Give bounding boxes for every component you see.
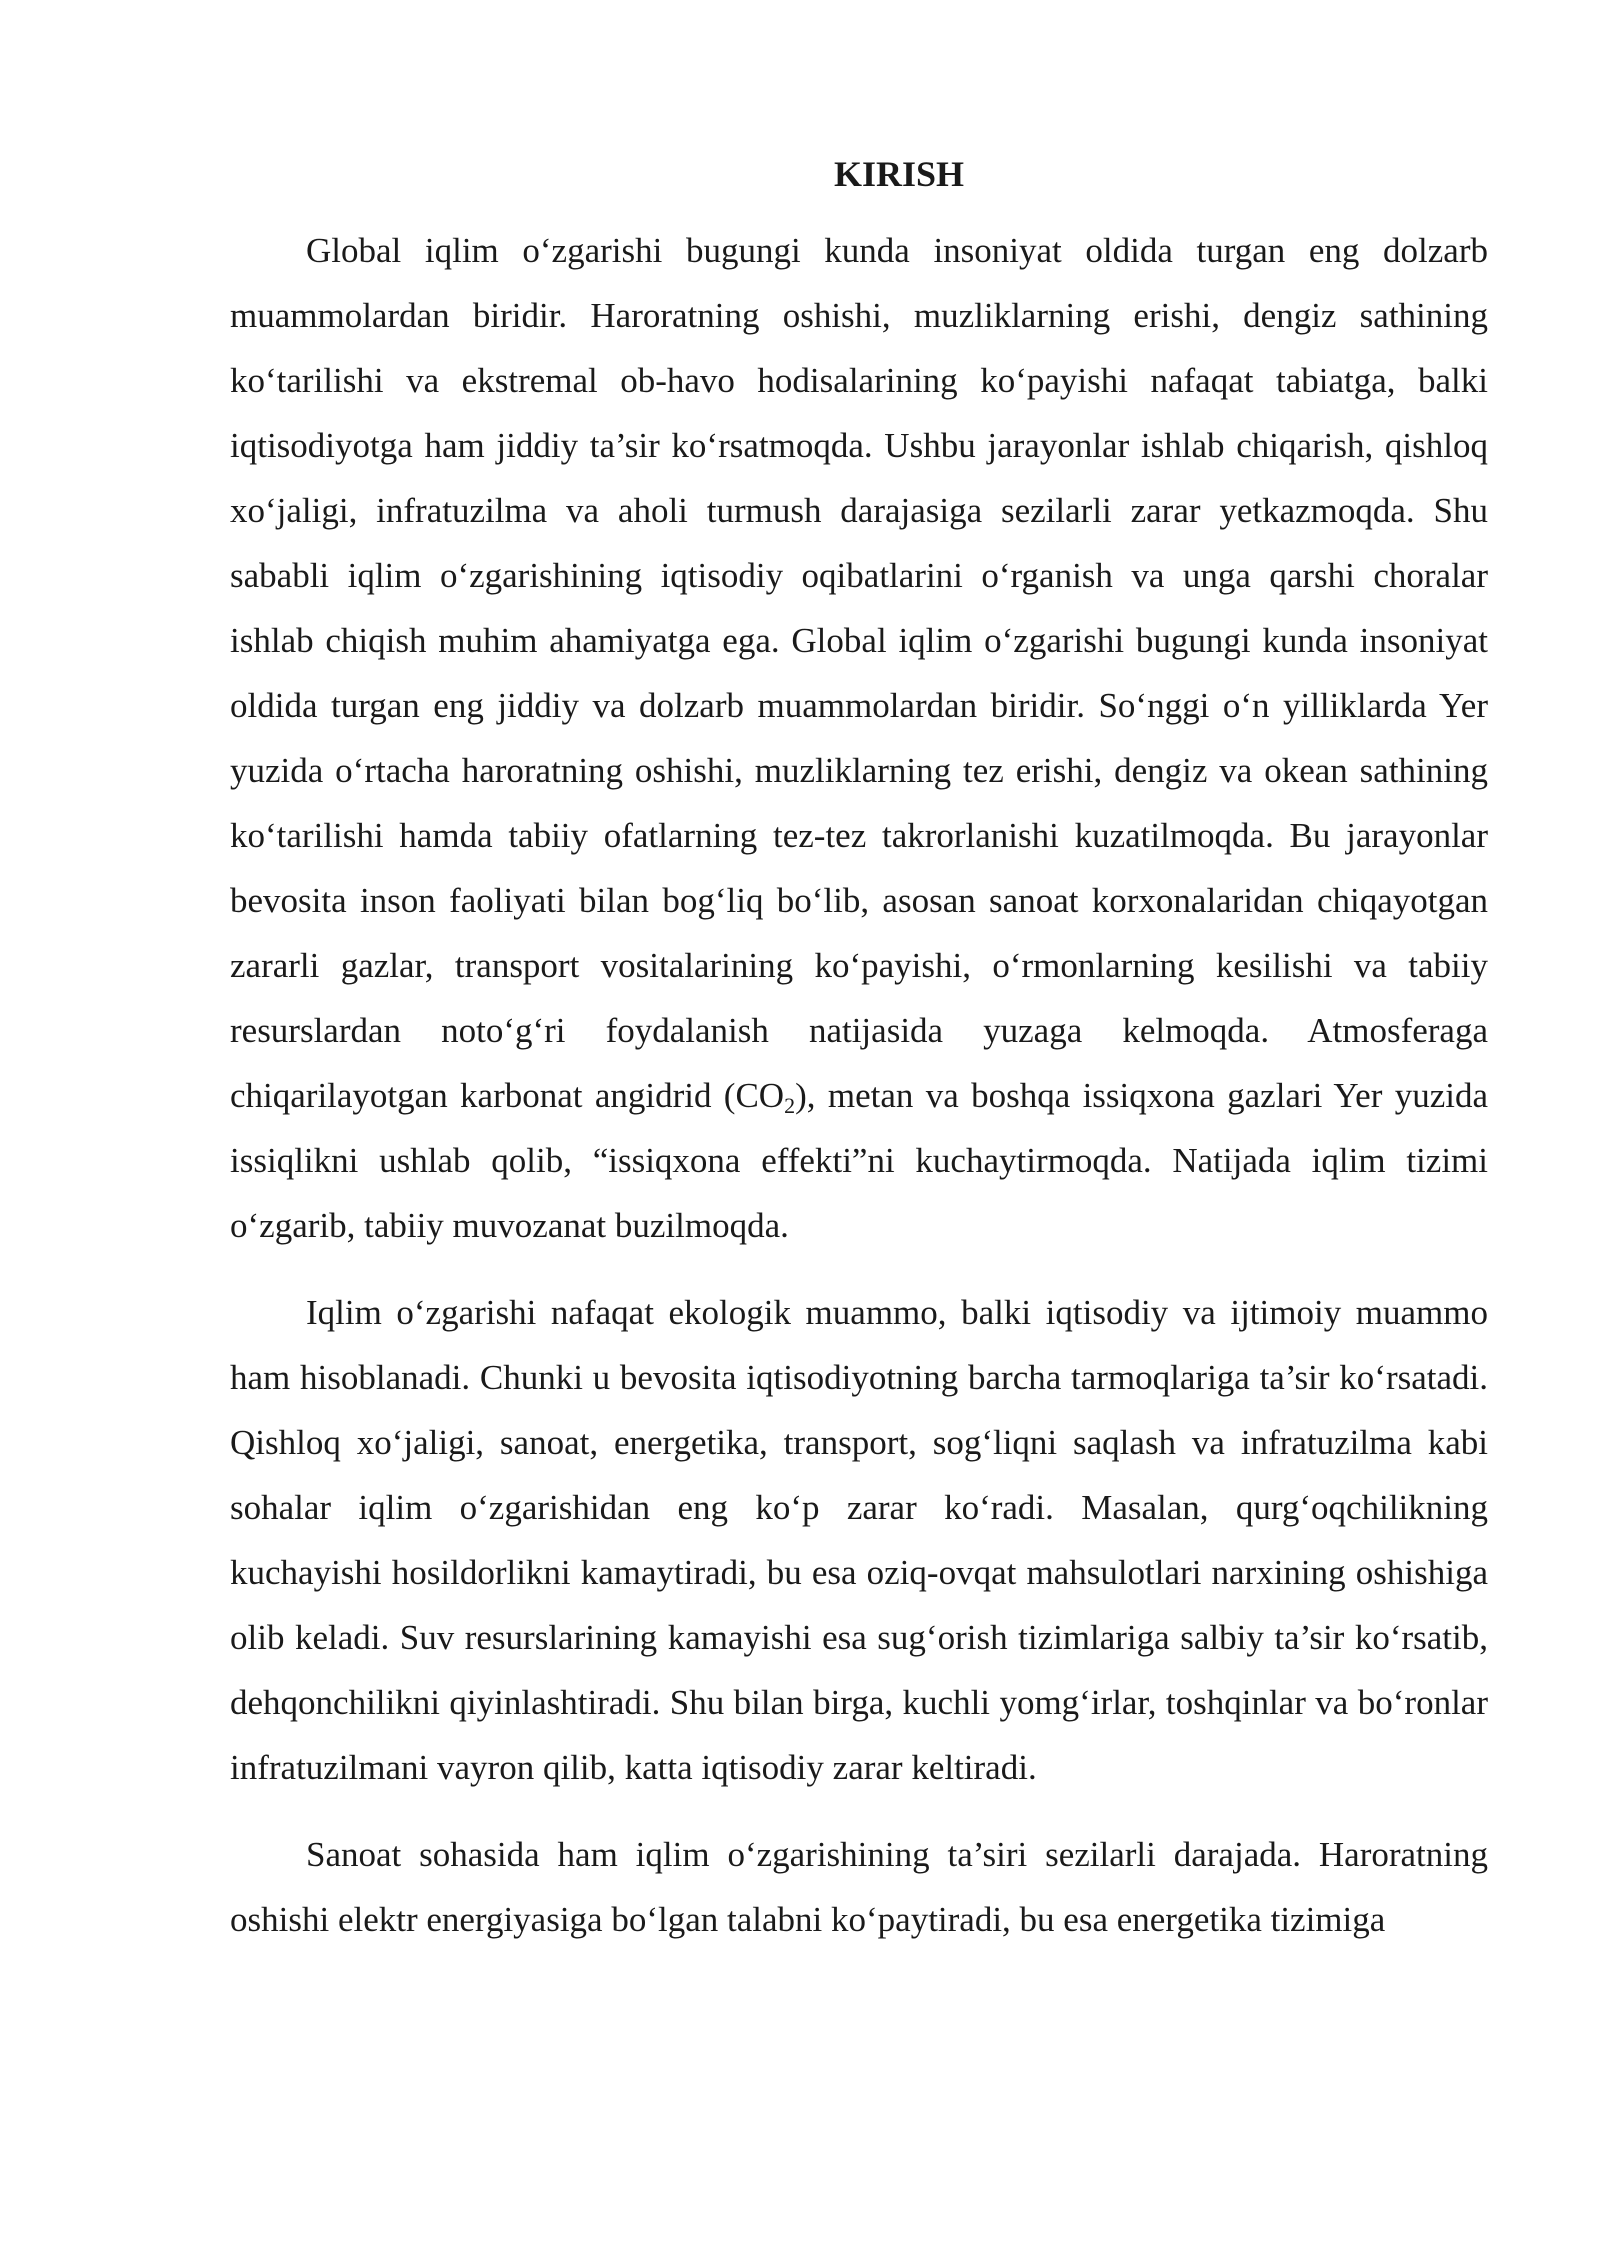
document-page — [230, 150, 1488, 1974]
co2-subscript: 2 — [784, 1093, 796, 1118]
page-title: KIRISH — [833, 154, 965, 194]
paragraph-3: Sanoat sohasida ham iqlim oʻzgarishining ta’siri sezilarli darajada. Haroratning oshishi elektr energiyasiga boʻlgan talabni koʻpaytiradi, bu esa energetika tizimiga — [230, 1835, 1488, 1939]
paragraph-2: Iqlim oʻzgarishi nafaqat ekologik muammo, balki iqtisodiy va ijtimoiy muammo ham hisoblanadi. Chunki u bevosita iqtisodiyotning barcha tarmoqlariga ta’sir koʻrsatadi. Qishloq xoʻjaligi, sanoat, energetika, transport, sogʻliqni saqlash va infratuzilma kabi sohalar iqlim oʻzgarishidan eng koʻp zarar koʻradi. Masalan, qurgʻoqchilikning kuchayishi hosildorlikni kamaytiradi, bu esa oziq-ovqat mahsulotlari narxining oshishiga olib keladi. Suv resurslarining kamayishi esa sugʻorish tizimlariga salbiy ta’sir koʻrsatib, dehqonchilikni qiyinlashtiradi. Shu bilan birga, kuchli yomgʻirlar, toshqinlar va boʻronlar infratuzilmani vayron qilib, katta iqtisodiy zarar keltiradi. — [230, 1293, 1488, 1787]
paragraph-1-text-after-sub: ), metan va boshqa issiqxona gazlari Yer yuzida issiqlikni ushlab qolib, “issiqxona effekti”ni kuchaytirmoqda. Natijada iqlim tizimi oʻzgarib, tabiiy muvozanat buzilmoqda. — [230, 1076, 1488, 1245]
paragraph-1 — [230, 218, 1488, 1258]
paragraph-1-text-before-sub: Global iqlim oʻzgarishi bugungi kunda insoniyat oldida turgan eng dolzarb muammolardan biridir. Haroratning oshishi, muzliklarning erishi, dengiz sathining koʻtarilishi va ekstremal ob-havo hodisalarining koʻpayishi nafaqat tabiatga, balki iqtisodiyotga ham jiddiy ta’sir koʻrsatmoqda. Ushbu jarayonlar ishlab chiqarish, qishloq xoʻjaligi, infratuzilma va aholi turmush darajasiga sezilarli zarar yetkazmoqda. Shu sababli iqlim oʻzgarishining iqtisodiy oqibatlarini oʻrganish va unga qarshi choralar ishlab chiqish muhim ahamiyatga ega. Global iqlim oʻzgarishi bugungi kunda insoniyat oldida turgan eng jiddiy va dolzarb muammolardan biridir. Soʻnggi oʻn yilliklarda Yer yuzida oʻrtacha haroratning oshishi, muzliklarning tez erishi, dengiz va okean sathining koʻtarilishi hamda tabiiy ofatlarning tez-tez takrorlanishi kuzatilmoqda. Bu jarayonlar bevosita inson faoliyati bilan bogʻliq boʻlib, asosan sanoat korxonalaridan chiqayotgan zararli gazlar, transport vositalarining koʻpayishi, oʻrmonlarning kesilishi va tabiiy resurslardan notoʻgʻri foydalanish natijasida yuzaga kelmoqda. Atmosferaga chiqarilayotgan karbonat angidrid (CO — [230, 231, 1488, 1115]
